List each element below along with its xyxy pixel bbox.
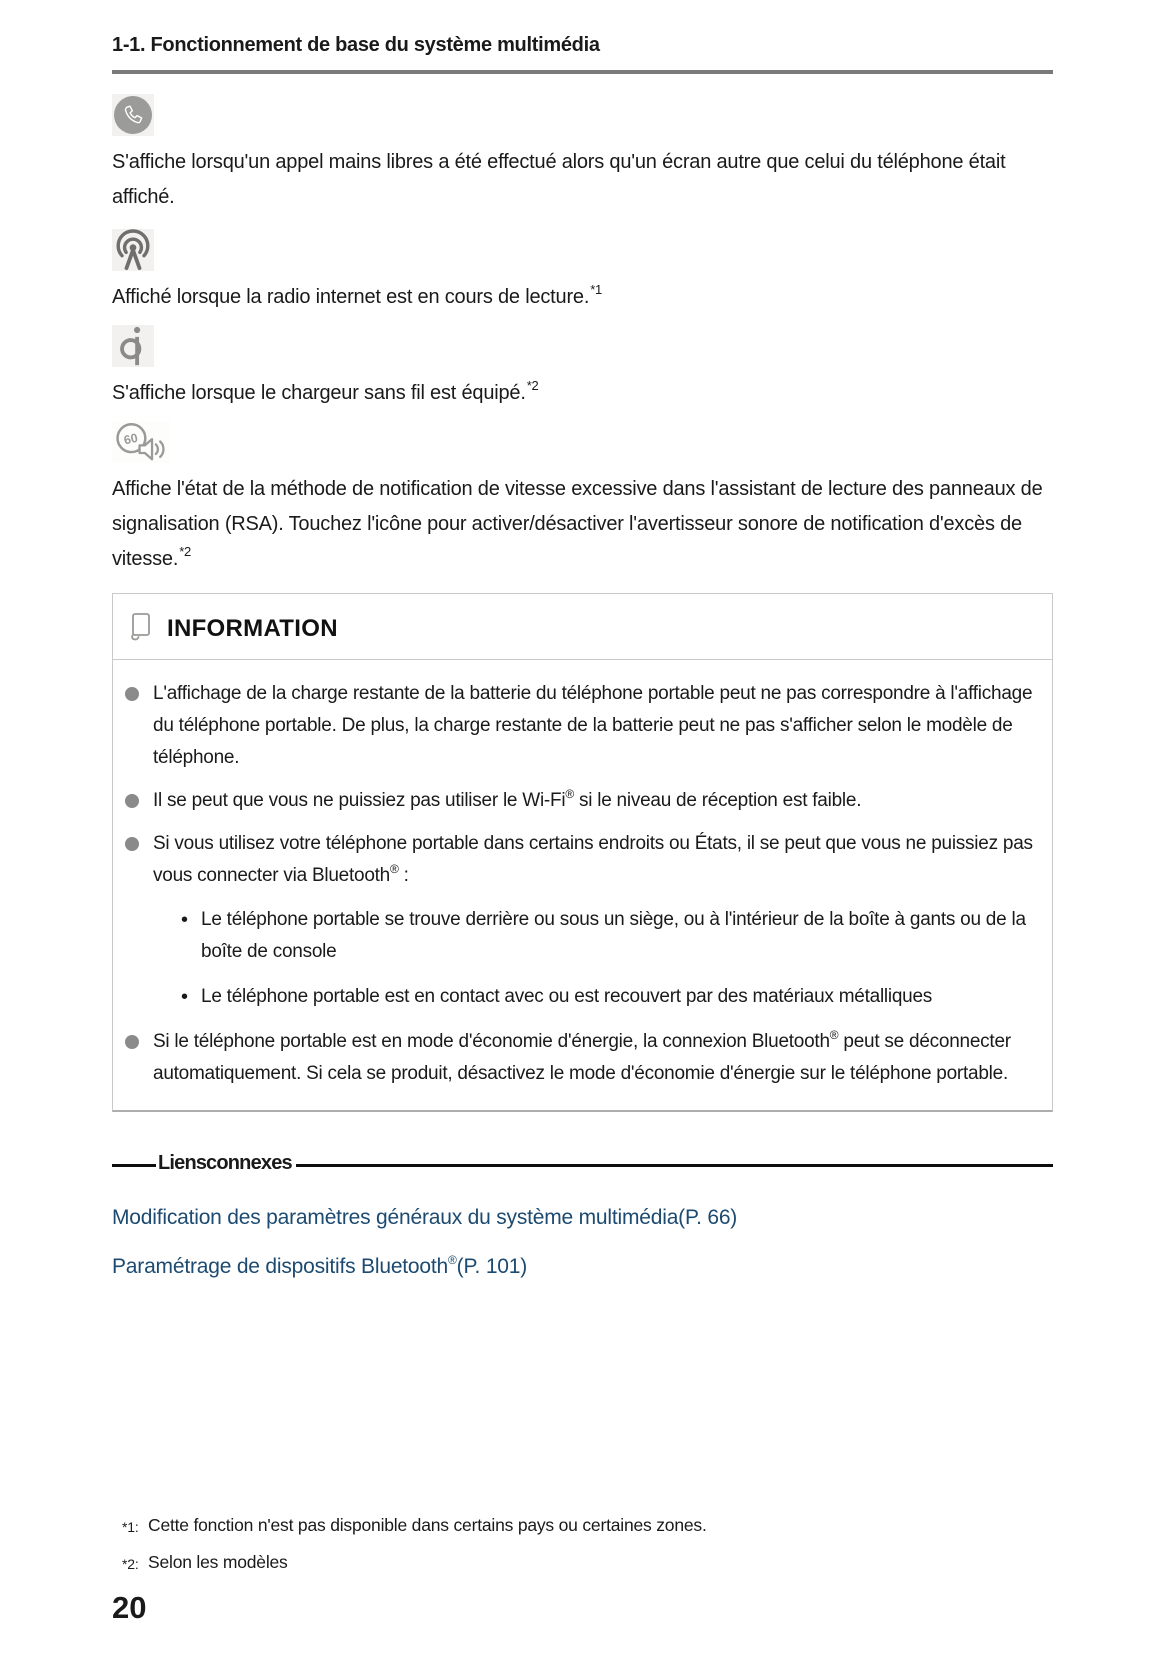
related-links-heading: Liens connexes [158,1152,292,1174]
footnote-2 [122,1545,707,1582]
footnote-2-text: Selon les modèles [148,1552,288,1572]
related-links-section [112,1154,1053,1279]
page-content [112,0,1053,1279]
entry-text-handsfree [112,145,1053,215]
info-bullet-1-text: Il se peut que vous ne puissiez pas utiliser le Wi-Fi [153,790,566,811]
information-body [113,660,1052,1110]
heading-dash-right [296,1164,1053,1167]
entry-1-text: Affiché lorsque la radio internet est en cours de lecture. [112,286,590,308]
entry-1-footnote: *1 [590,282,603,298]
section-header: 1-1. Fonctionnement de base du système multimédia [112,34,600,56]
header-rule [112,70,1053,74]
info-bullet-bluetooth-places [125,828,1040,1013]
info-bullet-1-post: si le niveau de réception est faible. [573,790,862,811]
footnotes [122,1508,707,1582]
info-bullet-wifi [125,785,1040,817]
link-1-sup: ® [448,1253,457,1267]
internet-radio-icon [112,229,154,271]
link-general-settings[interactable] [112,1206,737,1230]
information-box-header [113,594,1052,660]
info-bullet-power-save [125,1026,1040,1090]
qi-wireless-charger-icon [112,325,154,367]
info-bullet-battery [125,678,1040,774]
sub-bullet-phone-metal: • Le téléphone portable est en contact avec ou est recouvert par des matériaux métalliques [177,981,1040,1013]
info-bullet-2-post: : [398,865,409,886]
information-title: INFORMATION [167,614,338,642]
footnote-2-marker: *2: [122,1556,139,1572]
footnote-1-marker: *1: [122,1519,139,1535]
page-number: 20 [112,1590,147,1625]
entry-0-text: S'affiche lorsqu'un appel mains libres a été effectué alors qu'un écran autre que celui du téléphone était affiché. [112,151,1006,208]
link-1-post: (P. 101) [456,1255,528,1278]
entry-3-footnote: *2 [179,544,192,560]
handsfree-phone-icon [112,94,154,136]
related-links-heading-row [112,1154,1053,1177]
information-list [125,678,1040,1090]
info-bullet-1-sup: ® [565,786,574,801]
heading-dash-left [112,1164,156,1167]
link-bluetooth-settings[interactable] [112,1255,527,1279]
entry-text-radio [112,280,1053,315]
footnote-1 [122,1508,707,1545]
info-bullet-0-text: L'affichage de la charge restante de la batterie du téléphone portable peut ne pas correspondre à l'affichage du téléphone portable. De plus, la charge restante de la batterie peut ne pas s'afficher selon le modèle de téléphone. [153,683,1033,768]
link-1-text: Paramétrage de dispositifs Bluetooth [112,1255,448,1278]
entry-2-footnote: *2 [526,378,539,394]
info-bullet-3-sup: ® [829,1027,839,1042]
rsa-speed-alert-icon [112,421,170,463]
info-bullet-3-post: peut se déconnecter automatiquement. Si cela se produit, désactivez le mode d'économie d'énergie sur le téléphone portable. [153,1031,1011,1084]
info-bullet-3-text: Si le téléphone portable est en mode d'économie d'énergie, la connexion Bluetooth [153,1031,830,1052]
entry-3-text: Affiche l'état de la méthode de notification de vitesse excessive dans l'assistant de lecture des panneaux de signalisation (RSA). Touchez l'icône pour activer/désactiver l'avertisseur sonore de notification d'excès de vitesse. [112,478,1043,570]
link-0-text: Modification des paramètres généraux du système multimédia(P. 66) [112,1206,738,1229]
sub-bullet-phone-location: • Le téléphone portable se trouve derrière ou sous un siège, ou à l'intérieur de la boîte à gants ou de la boîte de console [177,904,1040,968]
entry-text-qi [112,376,1053,411]
book-page-icon [127,610,155,647]
information-sub-list [153,904,1040,1013]
entry-text-rsa [112,472,1053,577]
svg-text:60: 60 [122,430,140,448]
footnote-1-text: Cette fonction n'est pas disponible dans certains pays ou certaines zones. [148,1515,707,1535]
info-bullet-2-text: Si vous utilisez votre téléphone portable dans certains endroits ou États, il se peut que vous ne puissiez pas vous connecter via Bluetooth [153,833,1033,886]
information-box [112,593,1053,1112]
entry-2-text: S'affiche lorsque le chargeur sans fil est équipé. [112,382,526,404]
info-bullet-2-sup: ® [390,861,399,876]
